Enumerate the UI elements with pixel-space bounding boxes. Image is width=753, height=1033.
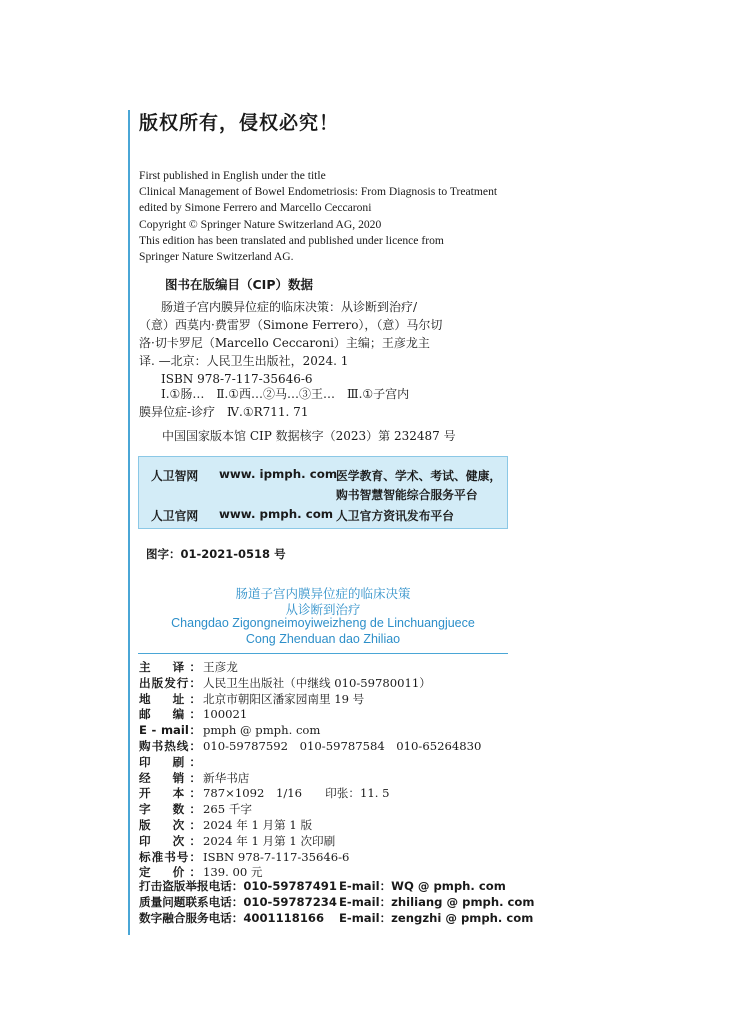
english-line: edited by Simone Ferrero and Marcello Ceccaroni: [139, 201, 372, 215]
english-line: Springer Nature Switzerland AG.: [139, 250, 294, 264]
publication-details: [139, 660, 481, 881]
detail-label: 邮 编：: [139, 707, 201, 722]
site1-desc-2: 购书智慧智能综合服务平台: [336, 488, 478, 502]
detail-label: 版 次：: [139, 817, 201, 832]
cip-classification: [139, 385, 409, 421]
detail-label: 出版发行：: [139, 675, 201, 690]
detail-row: [139, 802, 481, 818]
site2-desc: 人卫官方资讯发布平台: [336, 509, 454, 523]
detail-row: [139, 739, 481, 755]
contact-row: [139, 910, 534, 926]
cip-line: （意）西莫内·费雷罗（Simone Ferrero），（意）马尔切: [139, 318, 443, 332]
detail-row: [139, 755, 481, 771]
cip-record: [139, 298, 484, 388]
detail-value: 100021: [203, 707, 248, 722]
detail-value: 265 千字: [203, 802, 253, 817]
cip-line: 肠道子宫内膜异位症的临床决策：从诊断到治疗/: [161, 300, 418, 314]
detail-label: 地 址：: [139, 691, 201, 706]
contact-email[interactable]: E-mail：WQ @ pmph. com: [339, 879, 506, 893]
detail-value: 139. 00 元: [203, 865, 263, 880]
copyright-registration: 图字：01-2021-0518 号: [146, 547, 286, 561]
rights-notice: 版权所有，侵权必究！: [139, 112, 340, 134]
contact-phone: 打击盗版举报电话：010-59787491: [139, 879, 337, 893]
detail-value: 王彦龙: [203, 660, 238, 674]
detail-label: 开 本：: [139, 786, 201, 801]
detail-label: E - mail：: [139, 723, 201, 738]
info-box: [138, 456, 508, 529]
cip-line: 洛·切卡罗尼（Marcello Ceccaroni）主编；王彦龙主: [139, 336, 430, 350]
detail-row: [139, 692, 481, 708]
divider: [138, 653, 508, 654]
contact-email[interactable]: E-mail：zhiliang @ pmph. com: [339, 895, 535, 909]
site1-url[interactable]: www. ipmph. com: [219, 467, 338, 481]
detail-row: [139, 723, 481, 739]
detail-label: 印 刷：: [139, 754, 201, 769]
detail-row: [139, 707, 481, 723]
detail-value: 787×1092 1/16 印张：11. 5: [203, 786, 390, 801]
contact-footer: [139, 878, 534, 926]
english-line: First published in English under the title: [139, 169, 326, 182]
detail-row: [139, 850, 481, 866]
cip-number: 中国国家版本馆 CIP 数据核字（2023）第 232487 号: [162, 429, 456, 443]
book-subtitle-pinyin: Cong Zhenduan dao Zhiliao: [245, 632, 401, 646]
detail-label: 印 次：: [139, 833, 201, 848]
detail-value: 北京市朝阳区潘家园南里 19 号: [203, 691, 365, 706]
site1-desc: 医学教育、学术、考试、健康，: [336, 469, 502, 483]
detail-value: 010-59787592 010-59787584 010-65264830: [203, 738, 482, 753]
detail-label: 购书热线：: [139, 738, 201, 753]
book-subtitle-cn: 从诊断到治疗: [285, 602, 361, 617]
detail-row: [139, 786, 481, 802]
detail-row: [139, 818, 481, 834]
detail-value: 2024 年 1 月第 1 次印刷: [203, 833, 336, 848]
contact-email[interactable]: E-mail：zengzhi @ pmph. com: [339, 911, 534, 925]
english-publication-note: [139, 168, 497, 265]
detail-value: 人民卫生出版社（中继线 010-59780011）: [203, 675, 431, 690]
detail-label: 字 数：: [139, 802, 201, 817]
detail-row: [139, 660, 481, 676]
site1-name: 人卫智网: [151, 469, 199, 483]
classification-line: Ⅰ.①肠… Ⅱ.①西…②马…③王… Ⅲ.①子宫内: [161, 387, 410, 401]
detail-value[interactable]: pmph @ pmph. com: [203, 723, 321, 738]
detail-row: [139, 771, 481, 787]
english-line: Clinical Management of Bowel Endometriosis: From Diagnosis to Treatment: [139, 185, 498, 199]
cip-line: ISBN 978-7-117-35646-6: [161, 372, 313, 386]
detail-row: [139, 834, 481, 850]
contact-phone: 质量问题联系电话：010-59787234: [139, 895, 337, 909]
book-title-pinyin: Changdao Zigongneimoyiweizheng de Linchuangjuece: [171, 616, 475, 630]
contact-row: [139, 894, 534, 910]
margin-rule: [128, 110, 130, 935]
book-title-cn: 肠道子宫内膜异位症的临床决策: [235, 586, 411, 601]
detail-value: 2024 年 1 月第 1 版: [203, 817, 313, 832]
detail-label: 主 译：: [139, 660, 201, 674]
detail-label: 定 价：: [139, 865, 201, 880]
english-line: Copyright © Springer Nature Switzerland AG, 2020: [139, 217, 382, 231]
classification-line: 膜异位症-诊疗 Ⅳ.①R711. 71: [139, 405, 309, 419]
detail-row: [139, 676, 481, 692]
site2-name: 人卫官网: [151, 509, 199, 523]
english-line: This edition has been translated and published under licence from: [139, 233, 444, 247]
detail-label: 标准书号：: [139, 849, 201, 864]
cip-heading: 图书在版编目（CIP）数据: [165, 277, 313, 292]
contact-phone: 数字融合服务电话：4001118166: [139, 911, 325, 925]
detail-value: ISBN 978-7-117-35646-6: [203, 849, 350, 864]
detail-label: 经 销：: [139, 770, 201, 785]
contact-row: [139, 878, 534, 894]
detail-value: 新华书店: [203, 770, 250, 785]
site2-url[interactable]: www. pmph. com: [219, 507, 334, 521]
cip-line: 译. —北京：人民卫生出版社，2024. 1: [139, 354, 349, 368]
